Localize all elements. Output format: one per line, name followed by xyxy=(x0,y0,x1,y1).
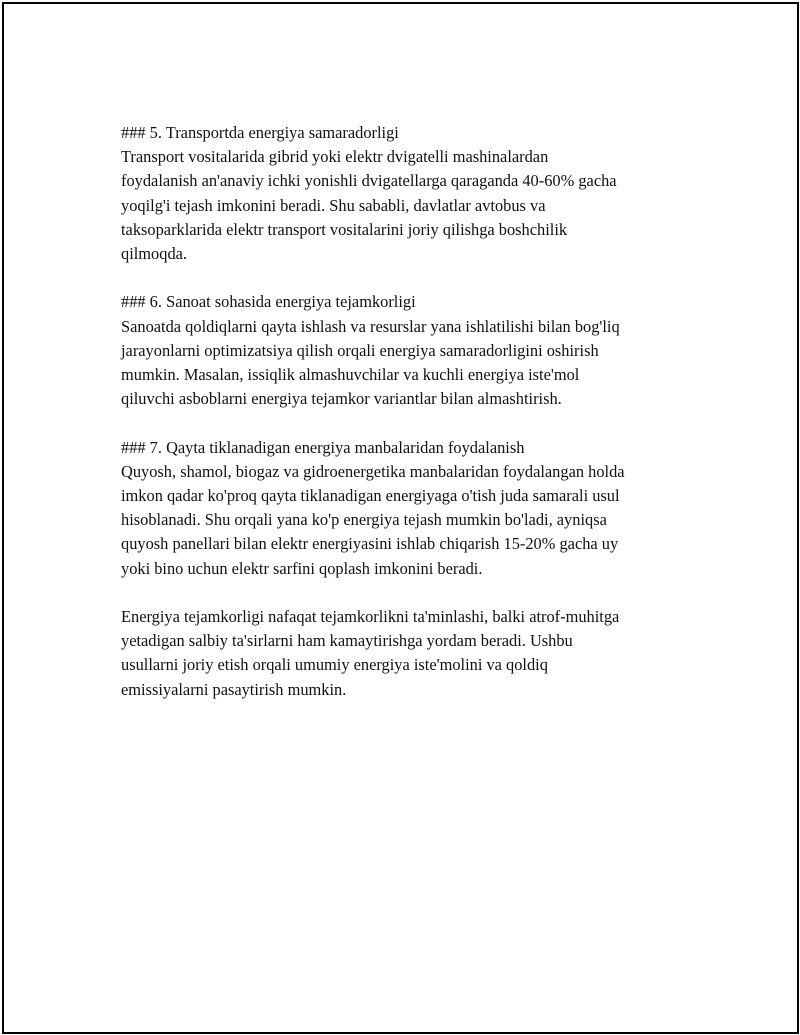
paragraph-line: Energiya tejamkorligi nafaqat tejamkorlikni ta'minlashi, balki atrof-muhitga xyxy=(121,607,620,627)
paragraph-line: Quyosh, shamol, biogaz va gidroenergetika manbalaridan foydalangan holda xyxy=(121,461,625,481)
paragraph-line: mumkin. Masalan, issiqlik almashuvchilar va kuchli energiya iste'mol xyxy=(121,365,580,385)
section-6 xyxy=(121,290,711,411)
section-7 xyxy=(121,436,711,581)
paragraph-line: yoki bino uchun elektr sarfini qoplash imkonini beradi. xyxy=(121,558,483,578)
paragraph-line: quyosh panellari bilan elektr energiyasini ishlab chiqarish 15-20% gacha uy xyxy=(121,534,619,554)
paragraph-line: jarayonlarni optimizatsiya qilish orqali energiya samaradorligini oshirish xyxy=(121,340,599,360)
paragraph-line: yoqilg'i tejash imkonini beradi. Shu sababli, davlatlar avtobus va xyxy=(121,195,546,215)
section-heading: ### 5. Transportda energiya samaradorligi xyxy=(121,123,399,142)
paragraph-line: taksoparklarida elektr transport vositalarini joriy qilishga boshchilik xyxy=(121,219,568,239)
paragraph-line: qilmoqda. xyxy=(121,244,188,264)
section-heading: ### 6. Sanoat sohasida energiya tejamkorligi xyxy=(121,292,416,312)
section-5 xyxy=(121,121,711,266)
paragraph-line: usullarni joriy etish orqali umumiy energiya iste'molini va qoldiq xyxy=(121,655,548,675)
page-frame xyxy=(2,2,799,1034)
paragraph-line: emissiyalarni pasaytirish mumkin. xyxy=(121,679,347,699)
paragraph-line: imkon qadar ko'proq qayta tiklanadigan energiyaga o'tish juda samarali usul xyxy=(121,486,620,506)
conclusion-paragraph xyxy=(121,605,711,702)
section-heading: ### 7. Qayta tiklanadigan energiya manbalaridan foydalanish xyxy=(121,437,525,457)
document-body xyxy=(121,121,711,726)
paragraph-line: yetadigan salbiy ta'sirlarni ham kamaytirishga yordam beradi. Ushbu xyxy=(121,631,573,651)
paragraph-line: Sanoatda qoldiqlarni qayta ishlash va resurslar yana ishlatilishi bilan bog'liq xyxy=(121,316,620,336)
paragraph-line: Transport vositalarida gibrid yoki elektr dvigatelli mashinalardan xyxy=(121,147,549,167)
paragraph-line: foydalanish an'anaviy ichki yonishli dvigatellarga qaraganda 40-60% gacha xyxy=(121,171,617,191)
paragraph-line: qiluvchi asboblarni energiya tejamkor variantlar bilan almashtirish. xyxy=(121,389,562,409)
paragraph-line: hisoblanadi. Shu orqali yana ko'p energiya tejash mumkin bo'ladi, ayniqsa xyxy=(121,510,607,530)
